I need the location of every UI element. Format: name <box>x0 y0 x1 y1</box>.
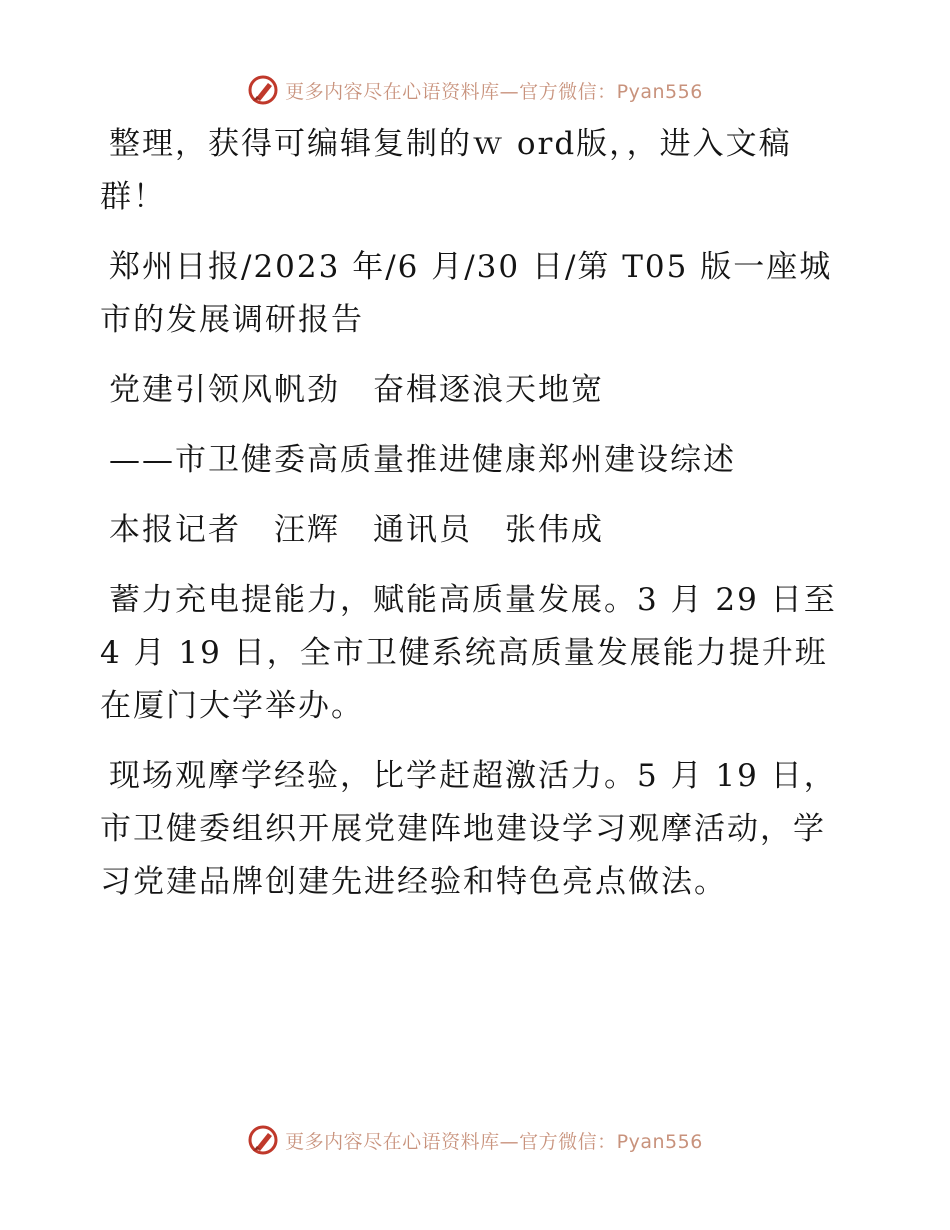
footer-banner-text: 更多内容尽在心语资料库—官方微信：Pyan556 <box>285 1130 703 1153</box>
pen-circle-logo-icon <box>247 1124 279 1156</box>
footer-banner <box>0 1120 950 1160</box>
header-banner-text: 更多内容尽在心语资料库—官方微信：Pyan556 <box>285 80 703 103</box>
paragraph-training: 蓄力充电提能力，赋能高质量发展。3 月 29 日至 4 月 19 日，全市卫健系统高质量发展能力提升班在厦门大学举办。 <box>100 582 837 724</box>
article-title: 党建引领风帆劲 奋楫逐浪天地宽 <box>109 372 604 408</box>
paragraph-observation: 现场观摩学经验，比学赶超激活力。5 月 19 日，市卫健委组织开展党建阵地建设学习观摩活动，学习党建品牌创建先进经验和特色亮点做法。 <box>100 758 837 900</box>
header-banner <box>0 70 950 110</box>
article-body <box>100 118 845 926</box>
pen-circle-logo-icon <box>247 74 279 106</box>
article-subtitle: ——市卫健委高质量推进健康郑州建设综述 <box>109 442 736 478</box>
paragraph-intro: 整理，获得可编辑复制的ｗ ord版，，进入文稿群！ <box>100 126 792 215</box>
paragraph-source: 郑州日报/2023 年/6 月/30 日/第 T05 版一座城市的发展调研报告 <box>100 249 833 338</box>
article-byline: 本报记者 汪辉 通讯员 张伟成 <box>109 512 604 548</box>
